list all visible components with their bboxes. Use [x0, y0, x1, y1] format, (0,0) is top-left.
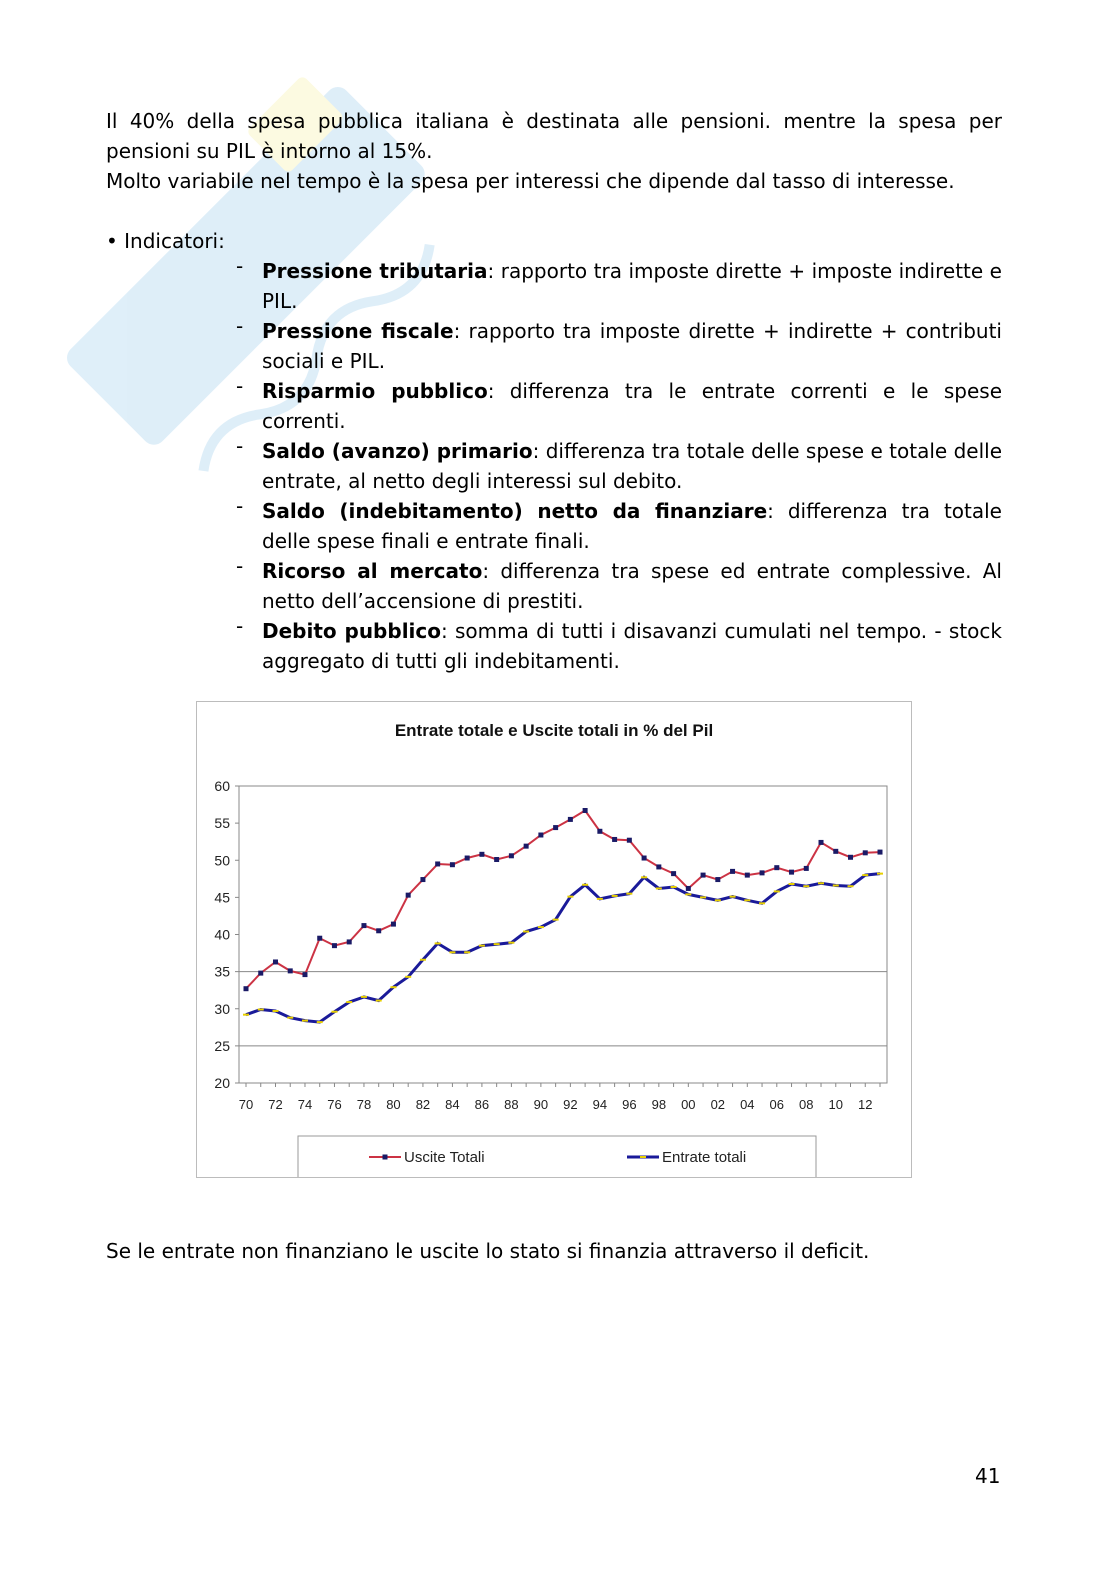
intro-line-3: Molto variabile nel tempo è la spesa per interessi che dipende dal tasso di interesse.	[106, 169, 955, 193]
data-point-uscite	[391, 922, 396, 927]
dash-icon: -	[236, 434, 244, 458]
x-tick-label: 92	[563, 1097, 578, 1112]
indicator-term: Ricorso al mercato	[262, 559, 483, 583]
indicator-desc: : differenza tra totale delle spese finali e entrate finali.	[262, 499, 1002, 553]
closing-paragraph: Se le entrate non finanziano le uscite lo stato si finanzia attraverso il deficit.	[106, 1239, 870, 1263]
data-point-uscite	[538, 833, 543, 838]
y-tick-label: 60	[214, 778, 230, 794]
x-tick-label: 96	[622, 1097, 637, 1112]
indicator-term: Pressione tributaria	[262, 259, 488, 283]
data-point-uscite	[789, 870, 794, 875]
list-item	[236, 616, 1002, 676]
y-tick-label: 45	[214, 889, 230, 906]
x-tick-label: 70	[238, 1097, 254, 1112]
indicator-desc: : rapporto tra imposte dirette + indirette + contributi sociali e PIL.	[262, 319, 1002, 373]
list-item	[236, 436, 1002, 496]
list-item	[236, 556, 1002, 616]
indicator-desc: : differenza tra totale delle spese e totale delle entrate, al netto degli interessi sul debito.	[262, 439, 1002, 493]
intro-paragraph	[106, 106, 1002, 196]
x-tick-label: 88	[504, 1097, 519, 1112]
x-tick-label: 82	[415, 1097, 431, 1112]
x-tick-label: 84	[445, 1097, 460, 1112]
data-point-uscite	[848, 855, 853, 860]
data-point-uscite	[642, 856, 647, 861]
intro-line-1: Il 40% della spesa pubblica italiana è destinata alle pensioni. mentre la spesa per	[106, 109, 1002, 133]
dash-icon: -	[236, 614, 244, 638]
dash-icon: -	[236, 494, 244, 518]
dash-icon: -	[236, 314, 244, 338]
x-tick-label: 90	[533, 1097, 549, 1112]
indicator-term: Debito pubblico	[262, 619, 441, 643]
x-tick-label: 76	[327, 1097, 342, 1112]
data-point-uscite	[715, 877, 720, 882]
data-point-uscite	[244, 986, 249, 991]
y-tick-label: 20	[214, 1075, 230, 1091]
data-point-uscite	[833, 849, 838, 854]
data-point-uscite	[406, 893, 411, 898]
data-point-uscite	[347, 939, 352, 944]
data-point-uscite	[686, 886, 691, 891]
data-point-uscite	[774, 865, 779, 870]
page-number: 41	[975, 1464, 1001, 1488]
legend-label-uscite: Uscite Totali	[404, 1149, 485, 1166]
data-point-uscite	[376, 928, 381, 933]
indicator-desc: : rapporto tra imposte dirette + imposte indirette e PIL.	[262, 259, 1002, 313]
data-point-uscite	[288, 968, 293, 973]
data-point-uscite	[863, 850, 868, 855]
data-point-uscite	[553, 825, 558, 830]
data-point-uscite	[878, 850, 883, 855]
x-tick-label: 06	[769, 1097, 785, 1112]
indicators-heading	[106, 226, 225, 256]
data-point-uscite	[656, 864, 661, 869]
indicators-label: Indicatori:	[124, 229, 225, 253]
data-point-uscite	[597, 829, 602, 834]
y-tick-label: 30	[214, 1000, 230, 1017]
y-tick-label: 55	[214, 815, 230, 832]
x-tick-label: 94	[592, 1097, 608, 1112]
data-point-uscite	[804, 866, 809, 871]
indicators-list	[236, 256, 1002, 676]
indicator-desc: : differenza tra le entrate correnti e le spese correnti.	[262, 379, 1002, 433]
y-tick-label: 35	[214, 963, 230, 980]
data-point-uscite	[760, 870, 765, 875]
plot-area	[239, 786, 887, 1083]
series-line-uscite	[246, 811, 880, 989]
y-tick-label: 25	[214, 1037, 230, 1054]
data-point-uscite	[273, 959, 278, 964]
data-point-uscite	[465, 856, 470, 861]
data-point-uscite	[524, 844, 529, 849]
data-point-uscite	[258, 971, 263, 976]
data-point-uscite	[730, 869, 735, 874]
x-tick-label: 10	[828, 1097, 844, 1112]
intro-line-2: pensioni su PIL è intorno al 15%.	[106, 139, 433, 163]
x-tick-label: 12	[858, 1097, 873, 1112]
x-tick-label: 72	[268, 1097, 283, 1112]
data-point-uscite	[627, 838, 632, 843]
dash-icon: -	[236, 254, 244, 278]
chart-container	[196, 701, 912, 1178]
x-tick-label: 98	[651, 1097, 667, 1112]
data-point-uscite	[583, 808, 588, 813]
data-point-uscite	[745, 873, 750, 878]
data-point-uscite	[317, 936, 322, 941]
line-chart	[197, 702, 911, 1177]
y-tick-label: 40	[214, 926, 230, 943]
x-tick-label: 74	[297, 1097, 313, 1112]
data-point-uscite	[612, 837, 617, 842]
series-line-entrate	[246, 874, 880, 1023]
list-item	[236, 496, 1002, 556]
data-point-uscite	[671, 871, 676, 876]
bullet-icon: •	[106, 229, 118, 253]
indicator-term: Saldo (avanzo) primario	[262, 439, 533, 463]
data-point-uscite	[509, 853, 514, 858]
list-item	[236, 376, 1002, 436]
data-point-uscite	[568, 817, 573, 822]
x-tick-label: 00	[681, 1097, 696, 1112]
indicator-desc: : somma di tutti i disavanzi cumulati nel tempo. - stock aggregato di tutti gli indebitamenti.	[262, 619, 1002, 673]
legend-label-entrate: Entrate totali	[662, 1149, 747, 1166]
indicator-desc: : differenza tra spese ed entrate complessive. Al netto dell’accensione di prestiti.	[262, 559, 1002, 613]
x-tick-label: 78	[356, 1097, 372, 1112]
list-item	[236, 316, 1002, 376]
data-point-uscite	[302, 972, 307, 977]
x-tick-label: 02	[710, 1097, 726, 1112]
data-point-uscite	[435, 861, 440, 866]
data-point-uscite	[819, 840, 824, 845]
data-point-uscite	[701, 873, 706, 878]
data-point-uscite	[479, 852, 484, 857]
x-tick-label: 80	[386, 1097, 401, 1112]
x-tick-label: 86	[474, 1097, 490, 1112]
data-point-uscite	[420, 877, 425, 882]
legend-marker-uscite	[383, 1155, 388, 1160]
data-point-uscite	[361, 923, 366, 928]
indicator-term: Pressione fiscale	[262, 319, 454, 343]
x-tick-label: 08	[799, 1097, 814, 1112]
chart-title: Entrate totale e Uscite totali in % del Pil	[394, 721, 714, 740]
list-item	[236, 256, 1002, 316]
dash-icon: -	[236, 374, 244, 398]
indicator-term: Saldo (indebitamento) netto da finanziare	[262, 499, 768, 523]
dash-icon: -	[236, 554, 244, 578]
y-tick-label: 50	[214, 852, 230, 869]
x-tick-label: 04	[740, 1097, 755, 1112]
indicator-term: Risparmio pubblico	[262, 379, 488, 403]
data-point-uscite	[494, 857, 499, 862]
data-point-uscite	[332, 943, 337, 948]
data-point-uscite	[450, 862, 455, 867]
